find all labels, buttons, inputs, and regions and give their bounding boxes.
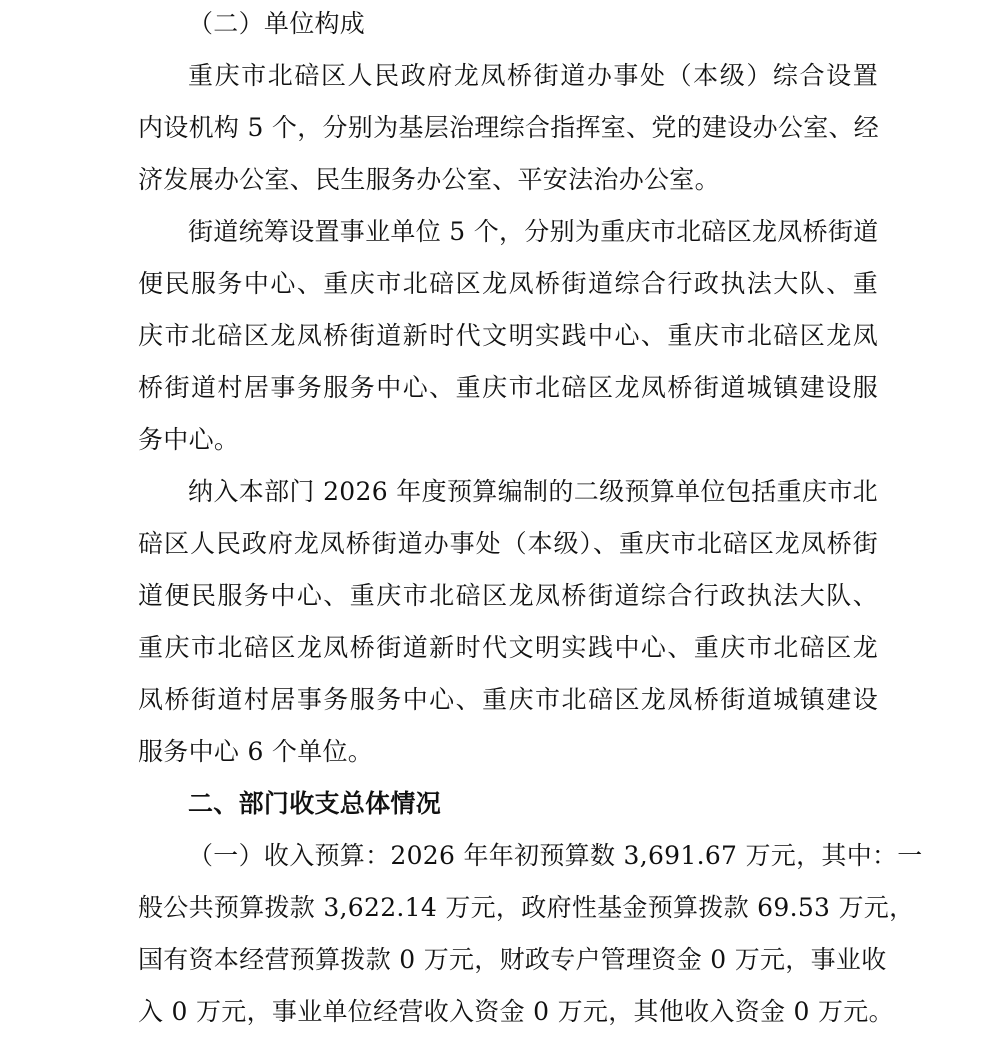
paragraph-3-line-1: 纳入本部门 2026 年度预算编制的二级预算单位包括重庆市北 (188, 477, 878, 506)
income-paragraph-line-3: 国有资本经营预算拨款 0 万元，财政专户管理资金 0 万元，事业收 (138, 945, 887, 974)
section-heading-unit-composition: （二）单位构成 (188, 9, 366, 38)
paragraph-3-line-5: 凤桥街道村居事务服务中心、重庆市北碚区龙凤桥街道城镇建设 (138, 685, 878, 714)
paragraph-2-line-1: 街道统筹设置事业单位 5 个，分别为重庆市北碚区龙凤桥街道 (188, 217, 879, 246)
paragraph-2-line-4: 桥街道村居事务服务中心、重庆市北碚区龙凤桥街道城镇建设服 (138, 373, 878, 402)
paragraph-1-line-1: 重庆市北碚区人民政府龙凤桥街道办事处（本级）综合设置 (188, 61, 878, 90)
paragraph-2-line-5: 务中心。 (138, 425, 240, 454)
paragraph-1-line-2: 内设机构 5 个，分别为基层治理综合指挥室、党的建设办公室、经 (138, 113, 880, 142)
paragraph-3-line-6: 服务中心 6 个单位。 (138, 737, 374, 766)
income-paragraph-line-1: （一）收入预算：2026 年年初预算数 3,691.67 万元，其中：一 (188, 841, 923, 870)
income-paragraph-line-2: 般公共预算拨款 3,622.14 万元，政府性基金预算拨款 69.53 万元， (138, 893, 915, 922)
paragraph-3-line-2: 碚区人民政府龙凤桥街道办事处（本级）、重庆市北碚区龙凤桥街 (138, 529, 878, 558)
income-paragraph-line-4: 入 0 万元，事业单位经营收入资金 0 万元，其他收入资金 0 万元。 (138, 997, 894, 1026)
section-heading-budget-overview: 二、部门收支总体情况 (188, 789, 442, 818)
paragraph-2-line-3: 庆市北碚区龙凤桥街道新时代文明实践中心、重庆市北碚区龙凤 (138, 321, 878, 350)
paragraph-1-line-3: 济发展办公室、民生服务办公室、平安法治办公室。 (138, 165, 720, 194)
paragraph-3-line-4: 重庆市北碚区龙凤桥街道新时代文明实践中心、重庆市北碚区龙 (138, 633, 878, 662)
paragraph-2-line-2: 便民服务中心、重庆市北碚区龙凤桥街道综合行政执法大队、重 (138, 269, 878, 298)
paragraph-3-line-3: 道便民服务中心、重庆市北碚区龙凤桥街道综合行政执法大队、 (138, 581, 878, 610)
